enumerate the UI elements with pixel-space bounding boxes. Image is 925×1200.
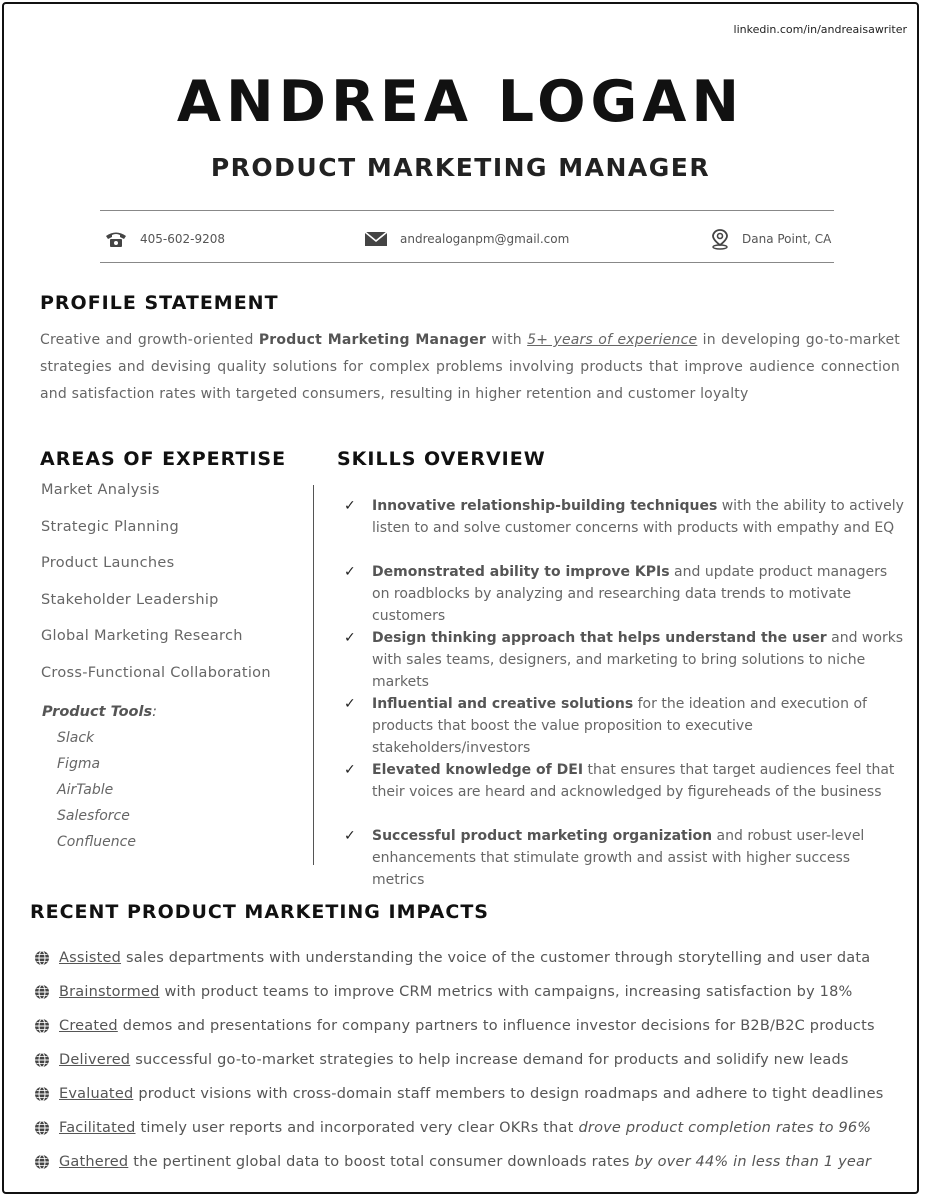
impact-verb: Gathered [59,1154,129,1170]
skill-item [344,495,904,561]
impacts-heading: RECENT PRODUCT MARKETING IMPACTS [30,901,489,923]
skill-item [344,627,904,693]
mail-icon [364,231,388,247]
expertise-item: Global Marketing Research [41,628,243,645]
product-tools-colon: : [152,704,158,720]
impacts-list [34,941,914,1179]
skill-item [344,561,904,627]
tool-item: AirTable [57,782,114,798]
tool-item: Figma [57,756,101,772]
skill-rest: and robust user-level enhancements that stimulate growth and assist with higher success metrics [372,828,865,888]
checkmark-icon: ✓ [344,498,356,514]
product-tools-label [42,704,157,720]
tool-item: Salesforce [57,808,130,824]
phone-icon [104,230,128,248]
skill-bold: Innovative relationship-building techniques [372,498,718,514]
skill-bold: Design thinking approach that helps understand the user [372,630,827,646]
impact-item [34,1043,914,1077]
skill-item [344,825,904,891]
impact-item [34,1077,914,1111]
globe-icon [34,1154,50,1170]
impact-verb: Delivered [59,1052,131,1068]
impact-verb: Created [59,1018,118,1034]
impact-text: timely user reports and incorporated very clear OKRs that [140,1120,574,1136]
checkmark-icon: ✓ [344,762,356,778]
tool-item: Slack [57,730,95,746]
impact-item [34,1009,914,1043]
impact-emphasis: drove product completion rates to 96% [578,1120,872,1136]
location-pin-icon [710,228,730,250]
profile-heading: PROFILE STATEMENT [40,292,279,314]
location-text: Dana Point, CA [742,232,832,246]
checkmark-icon: ✓ [344,828,356,844]
contact-location [710,228,831,250]
expertise-item: Cross-Functional Collaboration [41,664,271,681]
phone-number[interactable]: 405-602-9208 [140,232,226,246]
profile-text-start: Creative and growth-oriented [40,332,254,348]
impact-verb: Brainstormed [59,984,160,1000]
skill-rest: and works with sales teams, designers, and marketing to bring solutions to niche markets [372,630,904,690]
globe-icon [34,1086,50,1102]
expertise-item: Market Analysis [41,482,160,498]
skill-item [344,759,904,825]
skills-heading: SKILLS OVERVIEW [337,448,546,470]
skill-rest: and update product managers on roadblocks by analyzing and researching data trends to motivate customers [372,564,888,624]
checkmark-icon: ✓ [344,696,356,712]
contact-email [364,228,569,250]
skill-rest: that ensures that target audiences feel that their voices are heard and acknowledged by figureheads of the business [372,762,895,800]
skill-rest: with the ability to actively listen to and solve customer concerns with products with empathy and EQ [372,498,904,536]
expertise-list [41,482,301,702]
checkmark-icon: ✓ [344,564,356,580]
impact-verb: Facilitated [59,1120,136,1136]
globe-icon [34,950,50,966]
impact-verb: Evaluated [59,1086,134,1102]
impact-item [34,1111,914,1145]
impact-text: demos and presentations for company partners to influence investor decisions for B2B/B2C products [122,1018,875,1034]
linkedin-url[interactable]: linkedin.com/in/andreaisawriter [733,23,907,36]
impact-verb: Assisted [59,950,122,966]
skill-bold: Demonstrated ability to improve KPIs [372,564,670,580]
globe-icon [34,1052,50,1068]
tool-item: Confluence [57,834,136,850]
skill-bold: Successful product marketing organization [372,828,713,844]
profile-statement [40,327,900,408]
impact-text: with product teams to improve CRM metrics with campaigns, increasing satisfaction by 18% [164,984,853,1000]
expertise-item: Stakeholder Leadership [41,591,219,608]
expertise-heading: AREAS OF EXPERTISE [40,448,287,470]
impact-emphasis: by over 44% in less than 1 year [634,1154,872,1170]
resume-page [2,2,919,1194]
profile-experience: 5+ years of experience [527,332,698,348]
globe-icon [34,1120,50,1136]
impact-item [34,1145,914,1179]
impact-item [34,975,914,1009]
impact-text: the pertinent global data to boost total consumer downloads rates [133,1154,630,1170]
skills-list [344,495,904,891]
divider-top [100,210,834,211]
skill-bold: Influential and creative solutions [372,696,634,712]
expertise-item: Product Launches [41,555,175,572]
contact-phone [104,228,225,250]
product-tools-label-text: Product Tools [42,704,153,720]
skill-rest: for the ideation and execution of products that boost the value proposition to executive stakeholders/investors [372,696,867,756]
impact-text: successful go-to-market strategies to help increase demand for products and solidify new leads [135,1052,849,1068]
checkmark-icon: ✓ [344,630,356,646]
divider-bottom [100,262,834,263]
profile-role: Product Marketing Manager [258,332,487,348]
candidate-name: ANDREA LOGAN [176,69,745,135]
globe-icon [34,1018,50,1034]
impact-text: product visions with cross-domain staff members to design roadmaps and adhere to tight deadlines [138,1086,884,1102]
expertise-item: Strategic Planning [41,518,180,535]
profile-text-rest: in developing go-to-market strategies and devising quality solutions for complex problems involving products that improve audience connection and satisfaction rates with targeted consumers, resulting in higher retention and customer loyalty [40,332,900,402]
column-divider [313,485,314,865]
impact-text: sales departments with understanding the voice of the customer through storytelling and user data [126,950,871,966]
job-title: PRODUCT MARKETING MANAGER [210,153,711,182]
globe-icon [34,984,50,1000]
skill-bold: Elevated knowledge of DEI [372,762,584,778]
skill-item [344,693,904,759]
product-tools-list [57,730,136,860]
impact-item [34,941,914,975]
profile-text-with: with [491,332,522,348]
email-address[interactable]: andrealoganpm@gmail.com [400,232,570,246]
